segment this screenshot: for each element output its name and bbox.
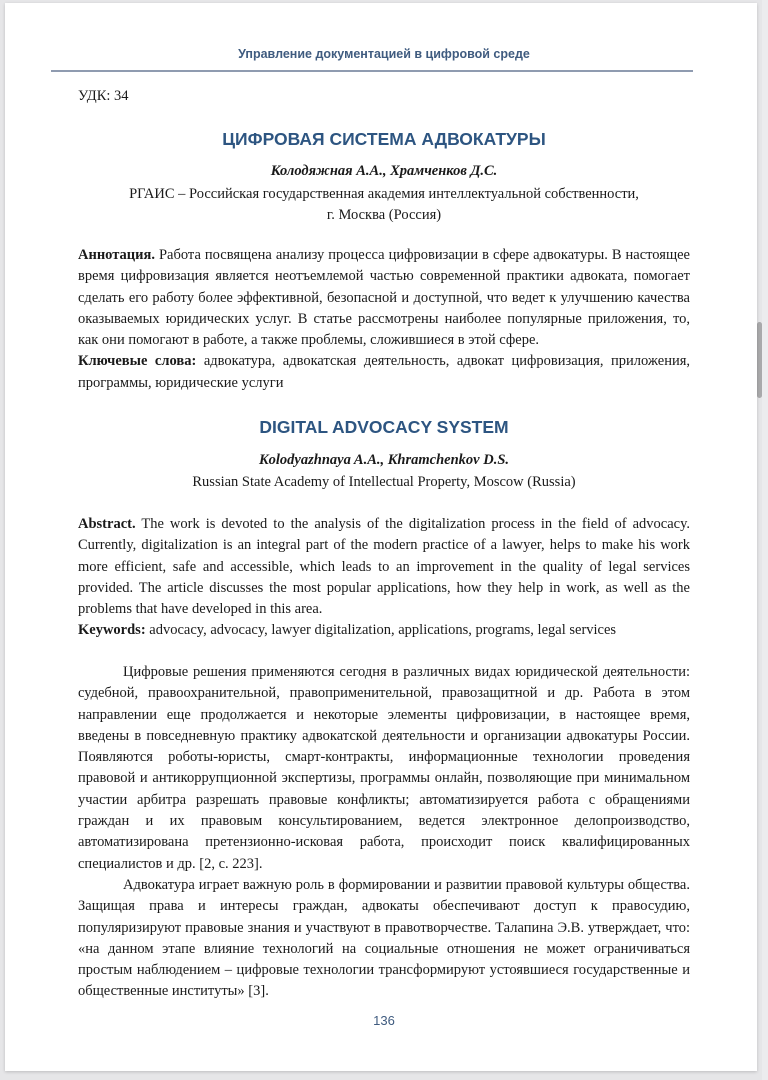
authors-ru: Колодяжная А.А., Храмченков Д.С. <box>270 163 498 179</box>
abstract-en-block <box>78 514 690 642</box>
abstract-ru <box>78 245 690 351</box>
keywords-ru-text: адвокатура, адвокатская деятельность, адвокат цифровизация, приложения, программы, юридические услуги <box>78 353 691 391</box>
header-divider <box>51 70 693 72</box>
abstract-en-label: Abstract. <box>78 516 136 532</box>
keywords-ru-label: Ключевые слова: <box>78 353 197 370</box>
udk-code: УДК: 34 <box>78 88 129 104</box>
page-number: 136 <box>373 1013 395 1028</box>
authors-en: Kolodyazhnaya A.A., Khramchenkov D.S. <box>258 452 510 468</box>
abstract-en-text: The work is devoted to the analysis of the digitalization process in the field of advocacy. Currently, digitalization is an integral part of the modern practice of a lawyer, helps to make his work more efficient, safe and accessible, which leads to an improvement in the quality of legal services provided. The article discusses the most popular applications, how they help in work, as well as the problems that have developed in this area. <box>78 516 690 618</box>
abstract-en <box>78 514 690 620</box>
abstract-ru-block <box>78 245 690 394</box>
scrollbar-track[interactable] <box>762 0 768 1080</box>
affiliation-en: Russian State Academy of Intellectual Property, Moscow (Russia) <box>192 474 576 490</box>
keywords-en <box>78 620 690 641</box>
body-text <box>78 662 690 1003</box>
affiliation-ru-line1: РГАИС – Российская государственная академия интеллектуальной собственности, <box>129 186 639 202</box>
keywords-en-text: advocacy, advocacy, lawyer digitalization, applications, programs, legal services <box>145 622 617 639</box>
affiliation-ru-line2: г. Москва (Россия) <box>326 207 442 223</box>
body-paragraph: Цифровые решения применяются сегодня в различных видах юридической деятельности: судебной, правоохранительной, правоприменительной, правозащитной и др. Работа в этом направлении еще продолжается и некоторые элементы цифровизации, в настоящее время, введены в повседневную практику адвокатской деятельности и организации адвокатуры России. Появляются роботы-юристы, смарт-контракты, информационные технологии проведения правовой и антикоррупционной экспертизы, программы онлайн, позволяющие при минимальном участии арбитра разрешать правовые конфликты; автоматизируется работа с обращениями граждан и их правовым консультированием, ведется электронное делопроизводство, автоматизирована претензионно-исковая работа, происходит поиск квалифицированных специалистов и др. [2, с. 223]. <box>78 664 690 872</box>
body-paragraph: Адвокатура играет важную роль в формировании и развитии правовой культуры общества. Защищая права и интересы граждан, адвокаты обеспечивают доступ к правосудию, популяризируют правовые знания и участвуют в правотворчестве. Талапина Э.В. утверждает, что: «на данном этапе влияние технологий на социальные отношения не может ограничиваться простым наблюдением – цифровые технологии трансформируют устоявшиеся государственные и общественные институты» [3]. <box>78 876 690 1000</box>
article-title-en: DIGITAL ADVOCACY SYSTEM <box>259 417 509 437</box>
article-title-ru: ЦИФРОВАЯ СИСТЕМА АДВОКАТУРЫ <box>222 129 546 149</box>
running-head: Управление документацией в цифровой среде <box>238 47 530 61</box>
keywords-ru <box>78 351 690 394</box>
scrollbar-thumb[interactable] <box>757 322 762 398</box>
abstract-ru-text: Работа посвящена анализу процесса цифровизации в сфере адвокатуры. В настоящее время цифровизация является неотъемлемой частью современной практики адвоката, помогает сделать его работу более эффективной, безопасной и доступной, что ведет к улучшению качества оказываемых юридических услуг. В статье рассмотрены наиболее популярные приложения, то, как они помогают в работе, а также проблемы, сложившиеся в этой сфере. <box>78 247 690 349</box>
keywords-en-label: Keywords: <box>78 622 146 639</box>
abstract-ru-label: Аннотация. <box>78 247 155 263</box>
